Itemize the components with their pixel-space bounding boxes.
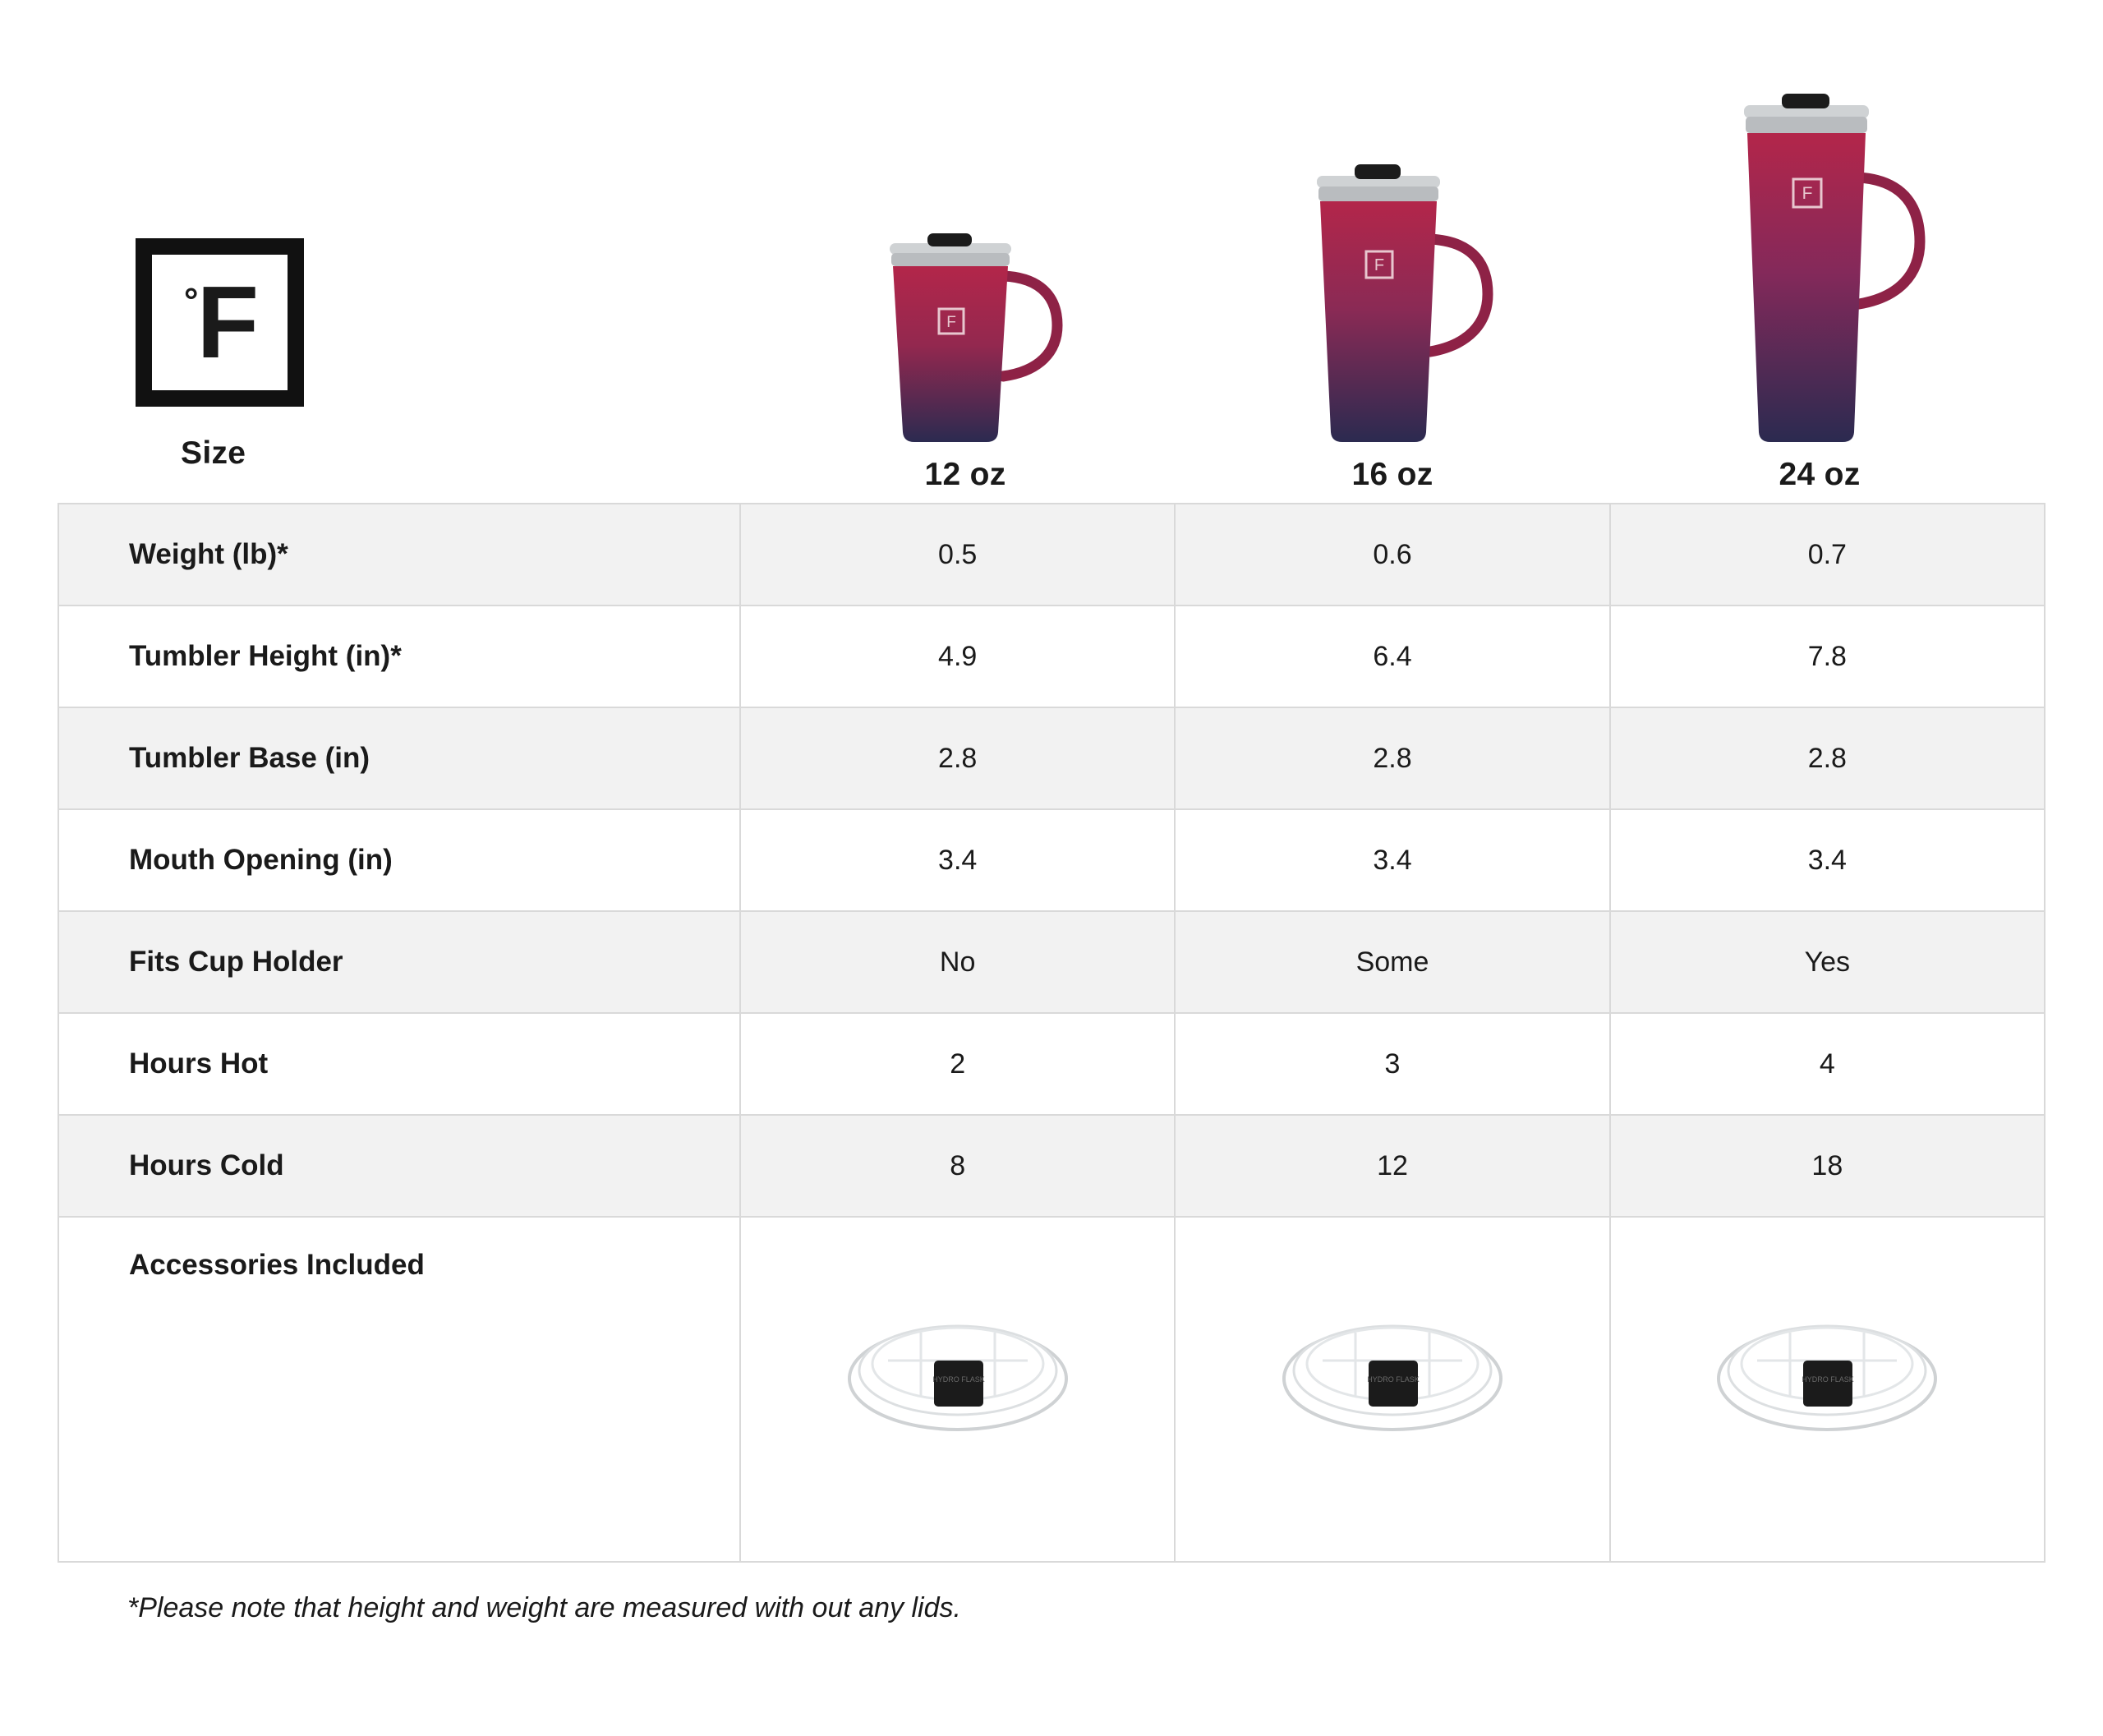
cell-weight-24oz: 0.7 [1610,504,2045,606]
tumbler-12oz-image [752,38,1179,449]
svg-text:F: F [946,314,956,331]
product-column-16oz [1179,38,1606,493]
cell-hours-cold-24oz: 18 [1610,1115,2045,1217]
cell-tumbler-height-16oz: 6.4 [1175,606,1609,707]
cell-accessory-16oz [1175,1217,1609,1562]
logo-letter-f: F [196,265,258,380]
cell-hours-hot-12oz: 2 [740,1013,1175,1115]
cell-hours-cold-12oz: 8 [740,1115,1175,1217]
svg-text:F: F [1802,184,1813,203]
cell-tumbler-height-24oz: 7.8 [1610,606,2045,707]
degree-symbol: ° [183,280,199,321]
header-area [58,0,2045,493]
cell-tumbler-base-24oz: 2.8 [1610,707,2045,809]
footnote: *Please note that height and weight are measured with out any lids. [127,1592,961,1623]
table-row-accessories [58,1217,2045,1562]
cell-fits-cup-holder-12oz: No [740,911,1175,1013]
row-label-mouth-opening: Mouth Opening (in) [58,809,740,911]
row-label-tumbler-height: Tumbler Height (in)* [58,606,740,707]
tumbler-16oz-image [1179,38,1606,449]
tumbler-24oz-icon [1696,87,1943,449]
tumbler-16oz-icon [1269,153,1516,449]
tumbler-12oz-icon [842,227,1088,449]
cell-hours-hot-24oz: 4 [1610,1013,2045,1115]
cell-weight-12oz: 0.5 [740,504,1175,606]
row-label-hours-hot: Hours Hot [58,1013,740,1115]
svg-text:HYDRO FLASK: HYDRO FLASK [932,1375,985,1384]
cell-hours-hot-16oz: 3 [1175,1013,1609,1115]
cell-tumbler-height-12oz: 4.9 [740,606,1175,707]
cell-accessory-12oz [740,1217,1175,1562]
table-row [58,911,2045,1013]
table-row [58,809,2045,911]
table-row [58,707,2045,809]
degree-f-logo [136,238,304,407]
row-label-accessories-included: Accessories Included [58,1217,740,1562]
size-column-header: Size [181,435,246,471]
svg-text:F: F [1374,256,1385,274]
cell-mouth-opening-16oz: 3.4 [1175,809,1609,911]
cell-weight-16oz: 0.6 [1175,504,1609,606]
table-row [58,606,2045,707]
row-label-fits-cup-holder: Fits Cup Holder [58,911,740,1013]
cell-fits-cup-holder-16oz: Some [1175,911,1609,1013]
size-label-16oz: 16 oz [1351,457,1433,492]
table-row [58,504,2045,606]
tumbler-24oz-image [1606,38,2033,449]
spec-table [58,503,2045,1563]
cell-mouth-opening-24oz: 3.4 [1610,809,2045,911]
size-label-12oz: 12 oz [924,457,1006,492]
cell-accessory-24oz [1610,1217,2045,1562]
cell-tumbler-base-12oz: 2.8 [740,707,1175,809]
splash-proof-lid-icon [1265,1300,1520,1448]
splash-proof-lid-icon [1700,1300,1954,1448]
table-row [58,1013,2045,1115]
cell-tumbler-base-16oz: 2.8 [1175,707,1609,809]
cell-mouth-opening-12oz: 3.4 [740,809,1175,911]
splash-proof-lid-icon [831,1300,1085,1448]
row-label-tumbler-base: Tumbler Base (in) [58,707,740,809]
svg-text:HYDRO FLASK: HYDRO FLASK [1367,1375,1420,1384]
cell-fits-cup-holder-24oz: Yes [1610,911,2045,1013]
row-label-hours-cold: Hours Cold [58,1115,740,1217]
product-column-24oz [1606,38,2033,493]
svg-text:HYDRO FLASK: HYDRO FLASK [1802,1375,1855,1384]
cell-hours-cold-16oz: 12 [1175,1115,1609,1217]
product-column-12oz [752,38,1179,493]
size-label-24oz: 24 oz [1779,457,1861,492]
table-row [58,1115,2045,1217]
row-label-weight: Weight (lb)* [58,504,740,606]
